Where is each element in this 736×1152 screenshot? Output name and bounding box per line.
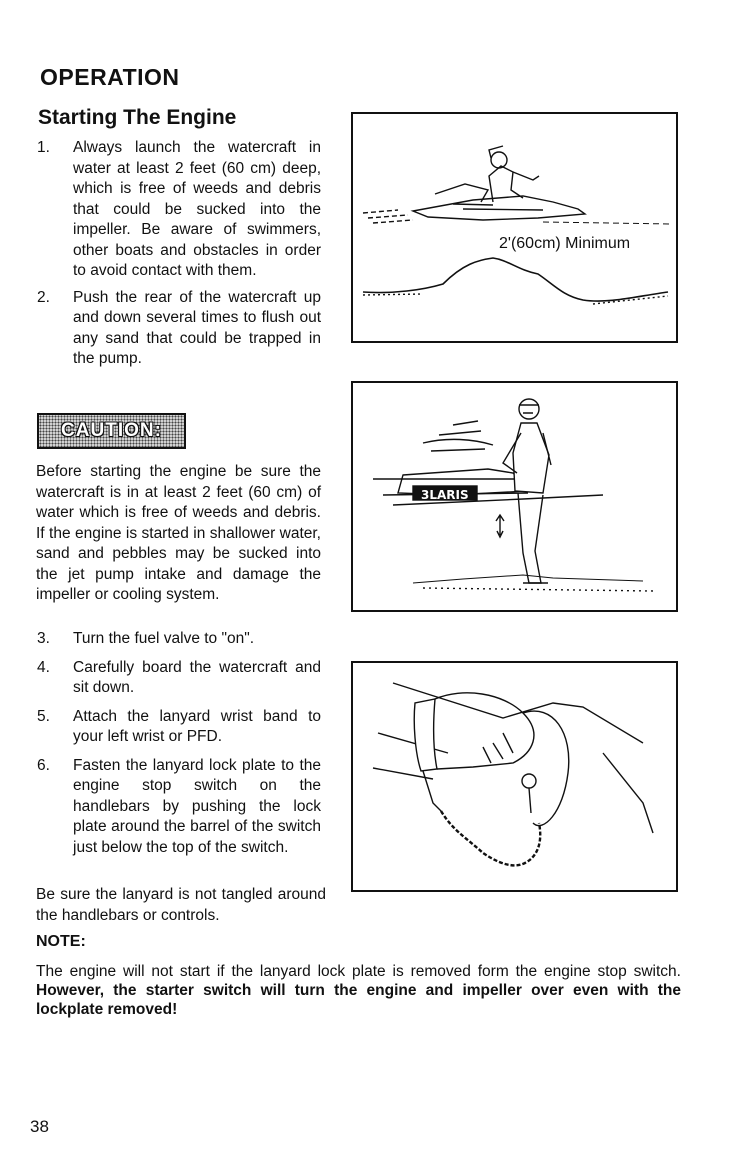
step-number: 4. bbox=[37, 658, 50, 676]
step-text: Fasten the lanyard lock plate to the engine stop switch on the handlebars by pushing the lock plate around the barrel of the switch just below the top of the switch. bbox=[73, 756, 321, 856]
step-text: Turn the fuel valve to "on". bbox=[73, 630, 255, 647]
step-3 bbox=[36, 629, 321, 650]
caution-badge: CAUTION: bbox=[37, 413, 186, 449]
pushing-illustration bbox=[353, 383, 676, 610]
depth-label: 2'(60cm) Minimum bbox=[499, 235, 631, 252]
figure-push-watercraft bbox=[351, 381, 678, 612]
step-number: 1. bbox=[37, 139, 50, 156]
steps-list-part2 bbox=[36, 629, 321, 858]
watercraft-illustration bbox=[353, 114, 676, 341]
section-title: OPERATION bbox=[40, 64, 180, 90]
step-4 bbox=[36, 658, 321, 699]
subsection-title: Starting The Engine bbox=[38, 106, 237, 129]
step-2 bbox=[36, 288, 321, 370]
note-body bbox=[36, 962, 681, 1019]
step-text: Push the rear of the watercraft up and down several times to flush out any sand that could be trapped in the pump. bbox=[73, 288, 321, 367]
steps-list-part1 bbox=[36, 138, 321, 370]
brand-text: 3LARIS bbox=[421, 488, 469, 502]
step-text: Always launch the watercraft in water at least 2 feet (60 cm) deep, which is free of weeds and debris that could be sucked into the impeller. Be aware of swimmers, other boats and obstacles in order to avoid contact with them. bbox=[73, 139, 321, 279]
step-text: Carefully board the watercraft and sit down. bbox=[73, 658, 321, 696]
lanyard-text: Be sure the lanyard is not tangled around the handlebars or controls. bbox=[36, 886, 326, 924]
note-text: The engine will not start if the lanyard lock plate is removed form the engine stop switch. bbox=[36, 963, 681, 980]
figure-lanyard-attach bbox=[351, 661, 678, 892]
lanyard-illustration bbox=[353, 663, 676, 890]
step-number: 3. bbox=[37, 630, 50, 647]
caution-text: Before starting the engine be sure the watercraft is in at least 2 feet (60 cm) of water which is free of weeds and debris. If the engine is started in shallower water, sand and pebbles may be sucked into the jet pump intake and damage the impeller or cooling system. bbox=[36, 463, 321, 603]
step-number: 2. bbox=[37, 288, 50, 306]
page-number: 38 bbox=[30, 1117, 49, 1136]
note-label: NOTE: bbox=[36, 933, 86, 950]
figure-watercraft-depth bbox=[351, 112, 678, 343]
step-number: 6. bbox=[37, 756, 50, 774]
note-warning: However, the starter switch will turn the engine and impeller over even with the lockplate removed! bbox=[36, 982, 681, 1018]
step-text: Attach the lanyard wrist band to your left wrist or PFD. bbox=[73, 707, 321, 745]
step-1 bbox=[36, 138, 321, 282]
step-number: 5. bbox=[37, 707, 50, 725]
step-5 bbox=[36, 707, 321, 748]
step-6 bbox=[36, 756, 321, 859]
